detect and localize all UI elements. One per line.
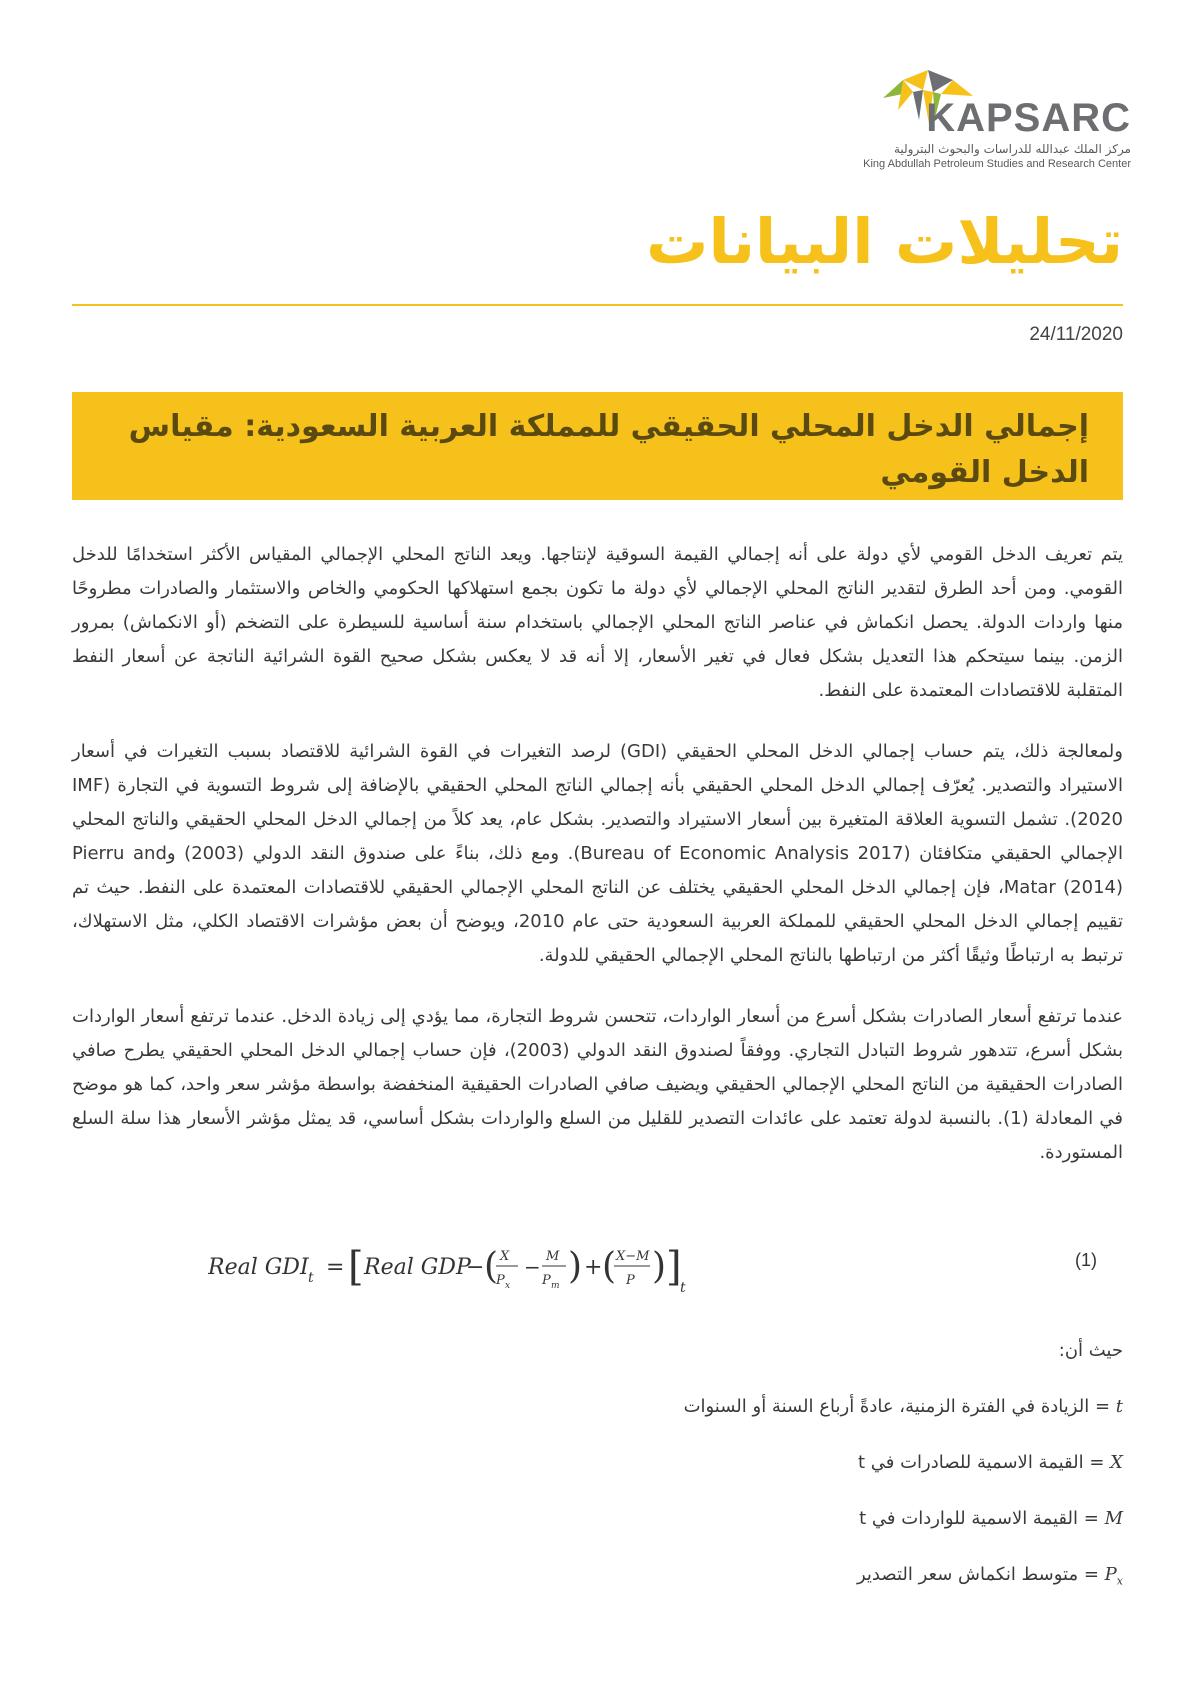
brand-arabic-name: مركز الملك عبدالله للدراسات والبحوث البترولية bbox=[893, 142, 1131, 156]
definition-symbol: t bbox=[1115, 1396, 1123, 1417]
definition-px: $P_x$ = متوسط انكماش سعر التصدير bbox=[856, 1564, 1123, 1588]
definition-text: الزيادة في الفترة الزمنية، عادةً أرباع السنة أو السنوات bbox=[683, 1396, 1090, 1417]
eq-px: P bbox=[496, 1273, 505, 1288]
svg-text:[: [ bbox=[348, 1244, 364, 1290]
eq-outer-sub: t bbox=[680, 1280, 686, 1296]
title-divider bbox=[72, 304, 1123, 306]
definition-symbol: $P_x$ bbox=[1104, 1564, 1123, 1588]
equation-number: (1) bbox=[1075, 1250, 1097, 1270]
svg-text:]: ] bbox=[666, 1244, 682, 1290]
where-label: حيث أن: bbox=[1058, 1340, 1123, 1361]
paragraph-2: ولمعالجة ذلك، يتم حساب إجمالي الدخل المحلي الحقيقي (GDI) لرصد التغيرات في القوة الشرائية للاقتصاد بسبب التغيرات في أسعار الاستيراد والتصدير. يُعرّف إجمالي الدخل المحلي الحقيقي بأنه إجمالي الناتج المحلي الحقيقي بالإضافة إلى شروط التسوية في التجارة (IMF 2020). تشمل التسوية العلاقة المتغيرة بين أسعار الاستيراد والتصدير. بشكل عام، يعد كلاً من إجمالي الدخل المحلي الحقيقي والناتج المحلي الإجمالي الحقيقي متكافئان (Bureau of Economic Analysis 2017). ومع ذلك، بناءً على صندوق النقد الدولي (2003) وPierru and Matar (2014)، فإن إجمالي الدخل المحلي الحقيقي يختلف عن الناتج المحلي الإجمالي الحقيقي للاقتصادات المعتمدة على النفط. حيث تم تقييم إجمالي الدخل المحلي الحقيقي للمملكة العربية السعودية حتى عام 2010، ويوضح أن بعض مؤشرات الاقتصاد الكلي، مثل الاستهلاك، ترتبط به ارتباطًا وثيقًا أكثر من ارتباطها بالناتج المحلي الإجمالي الحقيقي للدولة. bbox=[72, 741, 1124, 966]
svg-text:−: − bbox=[524, 1255, 541, 1279]
definition-m: M = القيمة الاسمية للواردات في t bbox=[859, 1508, 1123, 1529]
paragraph-3: عندما ترتفع أسعار الصادرات بشكل أسرع من أسعار الواردات، تتحسن شروط التجارة، مما يؤدي إلى زيادة الدخل. عندما ترتفع أسعار الواردات بشكل أسرع، تتدهور شروط التبادل التجاري. ووفقاً لصندوق النقد الدولي (2003)، فإن حساب إجمالي الدخل المحلي الحقيقي يطرح صافي الصادرات الحقيقية من الناتج المحلي الإجمالي الحقيقي ويضيف صافي الصادرات الحقيقية المنخفضة بواسطة مؤشر سعر واحد، كما هو موضح في المعادلة (1). بالنسبة لدولة تعتمد على عائدات التصدير للقليل من السلع والواردات بشكل أساسي، قد يمثل مؤشر الأسعار هذا سلة السلع المستوردة. bbox=[72, 1006, 1123, 1163]
definition-symbol: M bbox=[1104, 1508, 1123, 1529]
eq-pm: P bbox=[542, 1273, 551, 1288]
article-body bbox=[72, 538, 1123, 1197]
definition-text: القيمة الاسمية للواردات في t bbox=[859, 1508, 1079, 1529]
definition-symbol: X bbox=[1110, 1452, 1123, 1473]
brand-english-name: King Abdullah Petroleum Studies and Research Center bbox=[863, 158, 1131, 170]
eq-pm-sub: m bbox=[551, 1281, 560, 1291]
kapsarc-logo bbox=[801, 58, 1131, 168]
eq-m: M bbox=[546, 1249, 560, 1264]
paragraph-1: يتم تعريف الدخل القومي لأي دولة على أنه إجمالي القيمة السوقية لإنتاجها. ويعد الناتج المحلي الإجمالي المقياس الأكثر استخدامًا للدخل القومي. ومن أحد الطرق لتقدير الناتج المحلي الإجمالي لأي دولة ما تكون بجمع استهلاكها الحكومي والخاص والاستثمار والصادرات مطروحًا منها واردات الدولة. يحصل انكماش في عناصر الناتج المحلي الإجمالي باستخدام سنة أساسية للسيطرة على التضخم (أو الانكماش) بمرور الزمن. بينما سيتحكم هذا التعديل بشكل فعال في تغير الأسعار، إلا أنه قد لا يعكس بشكل صحيح القوة الشرائية الناتجة عن أسعار النفط المتقلبة للاقتصادات المعتمدة على النفط. bbox=[72, 544, 1123, 701]
brand-name: KAPSARC bbox=[926, 96, 1131, 140]
eq-real-gdp: Real GDP bbox=[364, 1255, 471, 1280]
svg-text:+: + bbox=[584, 1255, 603, 1280]
real-gdi-equation bbox=[208, 1238, 728, 1304]
svg-text:(: ( bbox=[484, 1246, 499, 1287]
svg-text:=: = bbox=[326, 1255, 345, 1280]
svg-text:): ) bbox=[652, 1246, 667, 1287]
definition-text: القيمة الاسمية للصادرات في t bbox=[857, 1452, 1084, 1473]
svg-text:−: − bbox=[466, 1255, 485, 1280]
eq-xm: X−M bbox=[616, 1249, 650, 1264]
publication-date: 24/11/2020 bbox=[1029, 324, 1123, 345]
eq-lhs-sub: t bbox=[308, 1270, 314, 1286]
svg-text:(: ( bbox=[602, 1246, 617, 1287]
eq-x: X bbox=[500, 1249, 510, 1264]
definition-x: X = القيمة الاسمية للصادرات في t bbox=[857, 1452, 1123, 1473]
eq-px-sub: x bbox=[505, 1281, 511, 1291]
definition-text: متوسط انكماش سعر التصدير bbox=[856, 1564, 1079, 1585]
svg-text:): ) bbox=[568, 1246, 583, 1287]
definition-t: t = الزيادة في الفترة الزمنية، عادةً أرباع السنة أو السنوات bbox=[683, 1396, 1123, 1417]
section-title: تحليلات البيانات bbox=[646, 205, 1123, 278]
eq-lhs: Real GDI bbox=[208, 1255, 309, 1280]
article-title-banner bbox=[72, 392, 1123, 500]
article-title: إجمالي الدخل المحلي الحقيقي للمملكة العربية السعودية: مقياس الدخل القومي bbox=[128, 409, 1089, 490]
equation-block bbox=[72, 1232, 1123, 1302]
eq-p: P bbox=[626, 1273, 635, 1288]
